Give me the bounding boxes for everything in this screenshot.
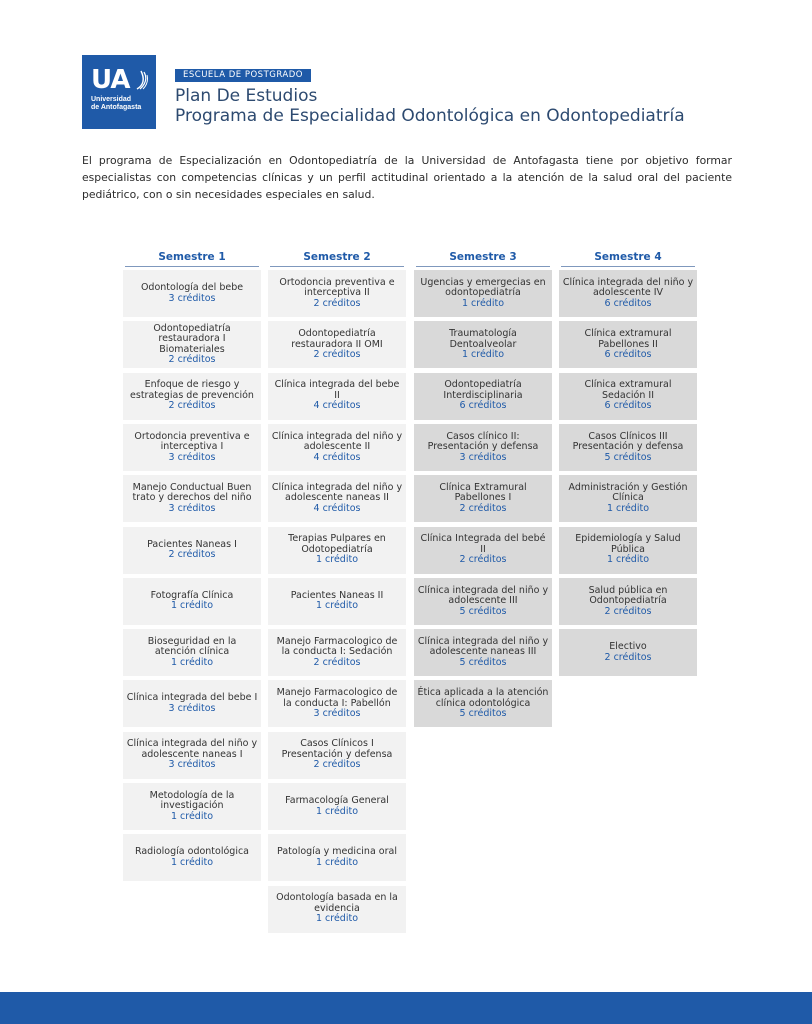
course-title: Pacientes Naneas I — [147, 538, 237, 550]
course-credits: 2 créditos — [604, 605, 652, 617]
course-credits: 4 créditos — [313, 451, 361, 463]
course-title: Ortodoncia preventiva e interceptiva I — [134, 430, 250, 453]
semester-header: Semestre 2 — [270, 250, 404, 267]
course-title: Clínica integrada del niño y adolescente naneas I — [126, 738, 258, 760]
course-card — [414, 270, 552, 317]
course-credits: 2 créditos — [168, 400, 216, 412]
course-title: Pacientes Naneas II — [290, 589, 384, 601]
course-credits: 2 créditos — [604, 651, 652, 663]
course-card — [123, 629, 261, 676]
course-credits: 2 créditos — [313, 297, 361, 309]
course-title: Casos Clínicos I Presentación y defensa — [281, 738, 393, 760]
course-credits: 1 crédito — [170, 810, 214, 822]
course-credits: 1 crédito — [606, 554, 650, 566]
course-card — [268, 321, 406, 368]
course-card — [268, 680, 406, 727]
course-title: Clínica extramural Pabellones II — [584, 328, 672, 350]
course-credits: 3 créditos — [168, 502, 216, 514]
course-title: Bioseguridad en la atención clínica — [147, 635, 237, 658]
course-card — [559, 475, 697, 522]
course-credits: 4 créditos — [313, 502, 361, 514]
logo-initials: UA — [91, 65, 130, 95]
course-credits: 2 créditos — [168, 354, 216, 366]
course-credits: 5 créditos — [459, 605, 507, 617]
course-title: Electivo — [609, 641, 647, 653]
semester-column — [559, 250, 697, 663]
course-title: Odontología basada en la evidencia — [276, 892, 398, 914]
course-title: Manejo Farmacologico de la conducta I: Sedación — [276, 635, 398, 658]
course-card — [268, 270, 406, 317]
course-card — [268, 732, 406, 779]
footer-bar — [0, 992, 812, 1024]
course-title: Ortodoncia preventiva e interceptiva II — [279, 276, 395, 299]
course-card — [559, 629, 697, 676]
course-title: Traumatología Dentoalveolar — [449, 328, 517, 350]
course-card — [414, 373, 552, 420]
course-title: Administración y Gestión Clínica — [568, 481, 688, 504]
course-card — [268, 373, 406, 420]
course-credits: 3 créditos — [313, 708, 361, 720]
course-credits: 2 créditos — [459, 554, 507, 566]
course-title: Patología y medicina oral — [277, 846, 397, 858]
course-card — [414, 527, 552, 574]
course-card — [414, 680, 552, 727]
course-title: Radiología odontológica — [134, 846, 250, 858]
course-credits: 3 créditos — [168, 702, 216, 714]
semester-header: Semestre 3 — [416, 250, 550, 267]
course-credits: 1 crédito — [170, 656, 214, 668]
course-title: Clínica integrada del niño y adolescente III — [417, 584, 549, 607]
semester-column — [268, 250, 406, 925]
course-credits: 3 créditos — [168, 451, 216, 463]
semester-column — [123, 250, 261, 868]
course-card — [123, 783, 261, 830]
course-card — [268, 783, 406, 830]
course-card — [414, 424, 552, 471]
course-title: Odontopediatría restauradora I Biomateriales — [153, 322, 231, 355]
course-card — [559, 373, 697, 420]
course-card — [123, 270, 261, 317]
course-credits: 1 crédito — [461, 297, 505, 309]
intro-paragraph: El programa de Especialización en Odontopediatría de la Universidad de Antofagasta tiene por objetivo formar especialistas con competencias clínicas y un perfil actitudinal orientado a la atención de la salud oral del paciente pediátrico, con o sin necesidades especiales en salud. — [82, 154, 732, 201]
course-credits: 2 créditos — [168, 549, 216, 560]
course-card — [123, 424, 261, 471]
course-credits: 6 créditos — [604, 297, 652, 309]
course-card — [123, 578, 261, 625]
course-credits: 1 crédito — [606, 502, 650, 514]
course-card — [559, 424, 697, 471]
course-credits: 1 crédito — [170, 856, 214, 868]
course-title: Epidemiología y Salud Pública — [575, 533, 681, 555]
course-title: Clínica integrada del bebe I — [126, 692, 258, 704]
course-credits: 6 créditos — [459, 400, 507, 412]
course-credits: 6 créditos — [604, 400, 652, 412]
title-line-1: Plan De Estudios — [175, 86, 318, 106]
course-card — [123, 732, 261, 779]
course-title: Salud pública en Odontopediatría — [588, 584, 668, 607]
course-title: Farmacología General — [285, 795, 389, 806]
course-credits: 2 créditos — [313, 759, 361, 771]
logo-name: Universidad de Antofagasta — [91, 96, 142, 111]
semester-header: Semestre 1 — [125, 250, 259, 267]
course-credits: 6 créditos — [604, 349, 652, 361]
course-card — [123, 680, 261, 727]
course-card — [414, 578, 552, 625]
course-credits: 1 crédito — [170, 600, 214, 612]
course-card — [414, 475, 552, 522]
course-card — [559, 321, 697, 368]
course-credits: 3 créditos — [168, 292, 216, 304]
course-title: Terapias Pulpares en Odotopediatría — [288, 533, 386, 555]
course-title: Fotografía Clínica — [150, 589, 234, 601]
course-card — [268, 834, 406, 881]
course-credits: 1 crédito — [461, 349, 505, 361]
course-card — [123, 527, 261, 574]
page-title — [175, 86, 685, 126]
course-credits: 5 créditos — [459, 708, 507, 720]
course-card — [268, 475, 406, 522]
course-title: Ética aplicada a la atención clínica odontológica — [417, 687, 549, 709]
course-credits: 3 créditos — [168, 759, 216, 771]
course-card — [268, 578, 406, 625]
course-title: Clínica integrada del bebe II — [274, 379, 400, 401]
course-credits: 1 crédito — [315, 600, 359, 612]
course-card — [123, 834, 261, 881]
logo-emblem-icon — [135, 69, 149, 91]
course-credits: 1 crédito — [315, 554, 359, 566]
course-credits: 2 créditos — [313, 656, 361, 668]
course-card — [268, 629, 406, 676]
course-credits: 3 créditos — [459, 451, 507, 463]
course-title: Manejo Farmacologico de la conducta I: Pabellón — [276, 687, 398, 709]
semester-header: Semestre 4 — [561, 250, 695, 267]
course-title: Clínica extramural Sedación II — [584, 379, 672, 401]
course-title: Odontopediatría restauradora II OMI — [291, 328, 383, 350]
course-title: Manejo Conductual Buen trato y derechos del niño — [132, 481, 252, 504]
course-card — [123, 475, 261, 522]
course-title: Clínica Extramural Pabellones I — [439, 481, 527, 504]
title-line-2: Programa de Especialidad Odontológica en Odontopediatría — [175, 106, 685, 126]
course-title: Enfoque de riesgo y estrategias de prevención — [130, 379, 254, 401]
university-logo — [82, 55, 156, 129]
course-card — [123, 373, 261, 420]
course-credits: 4 créditos — [313, 400, 361, 412]
course-title: Clínica integrada del niño y adolescente naneas II — [271, 481, 403, 504]
course-card — [414, 321, 552, 368]
course-title: Casos clínico II: Presentación y defensa — [427, 430, 539, 453]
course-credits: 5 créditos — [604, 451, 652, 463]
course-title: Odontología del bebe — [140, 282, 244, 293]
course-credits: 5 créditos — [459, 656, 507, 668]
semester-column — [414, 250, 552, 720]
course-credits: 1 crédito — [315, 913, 359, 925]
course-card — [559, 270, 697, 317]
course-card — [268, 886, 406, 933]
course-card — [268, 424, 406, 471]
course-card — [123, 321, 261, 368]
course-title: Clínica integrada del niño y adolescente naneas III — [417, 635, 549, 658]
course-card — [559, 578, 697, 625]
course-credits: 1 crédito — [315, 856, 359, 868]
course-title: Metodología de la investigación — [149, 789, 235, 812]
course-title: Clínica integrada del niño y adolescente II — [271, 430, 403, 453]
course-card — [414, 629, 552, 676]
course-credits: 2 créditos — [459, 502, 507, 514]
course-title: Clínica integrada del niño y adolescente IV — [562, 276, 694, 299]
course-card — [559, 527, 697, 574]
school-badge: ESCUELA DE POSTGRADO — [175, 69, 311, 82]
course-title: Clínica Integrada del bebé II — [420, 533, 546, 555]
course-title: Ugencias y emergecias en odontopediatría — [420, 276, 546, 299]
course-credits: 1 crédito — [315, 805, 359, 817]
course-credits: 2 créditos — [313, 349, 361, 361]
course-title: Odontopediatría Interdisciplinaria — [443, 379, 523, 401]
course-title: Casos Clínicos III Presentación y defensa — [572, 430, 684, 453]
course-card — [268, 527, 406, 574]
